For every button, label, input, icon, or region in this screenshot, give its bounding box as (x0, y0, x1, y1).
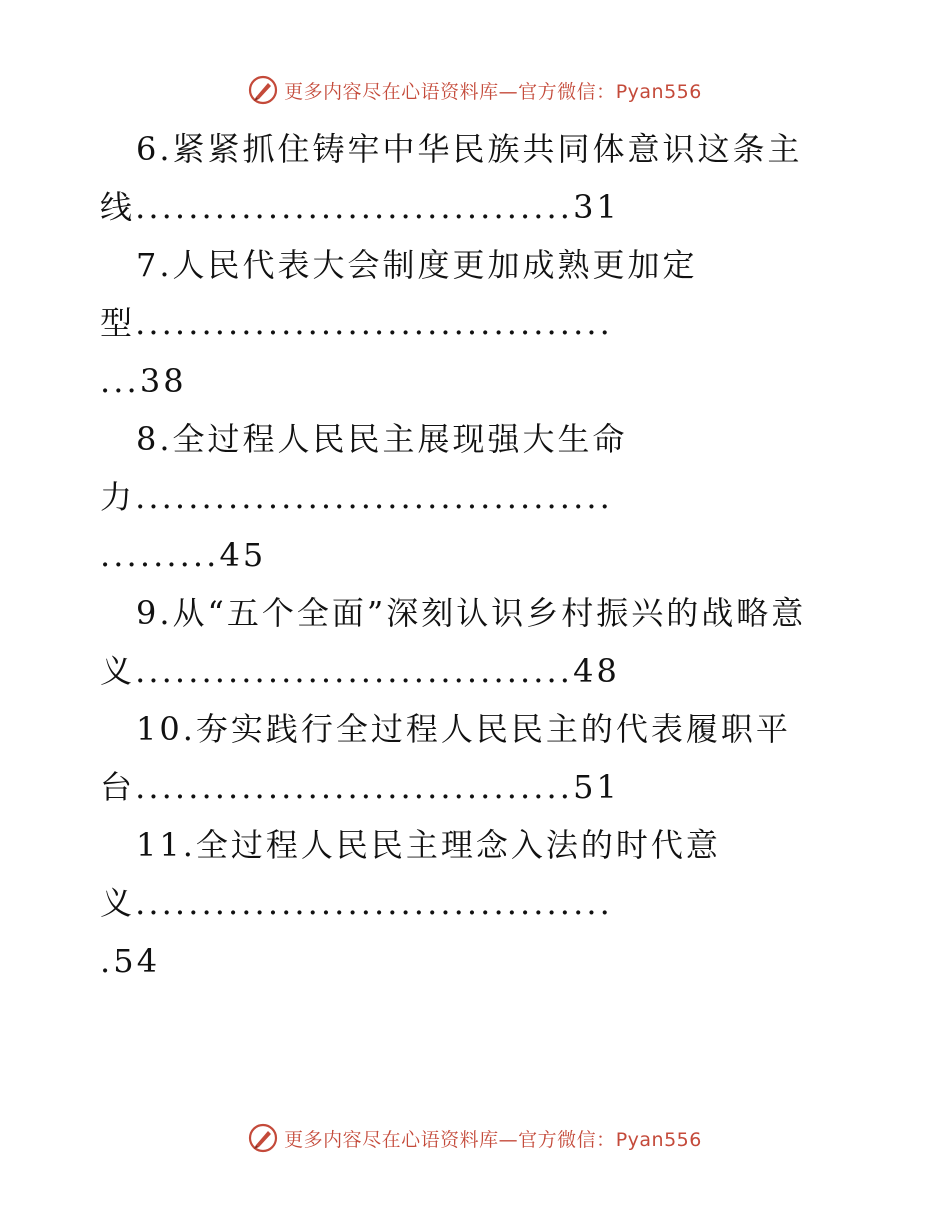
header-wechat-label: 官方微信： (518, 80, 616, 103)
footer-dash: — (498, 1128, 519, 1151)
header-dash: — (498, 80, 519, 103)
toc-entry-6-title: 6.紧紧抓住铸牢中华民族共同体意识这条主 (136, 130, 803, 168)
toc-entry-7-leader: 型.................................... (100, 304, 613, 342)
header-text (284, 77, 702, 104)
toc-entry-7-title: 7.人民代表大会制度更加成熟更加定 (136, 246, 698, 284)
table-of-contents (100, 120, 845, 990)
toc-entry-7-page: ...38 (100, 362, 187, 400)
toc-entry-8-title: 8.全过程人民民主展现强大生命 (136, 420, 628, 458)
toc-entry-10-leader: 台.................................51 (100, 768, 620, 806)
toc-entry-10-title: 10.夯实践行全过程人民民主的代表履职平 (136, 710, 791, 748)
toc-entry-8-leader: 力.................................... (100, 478, 613, 516)
toc-entry-11-title: 11.全过程人民民主理念入法的时代意 (136, 826, 721, 864)
footer-text (284, 1125, 702, 1152)
pen-logo-icon (248, 1123, 278, 1153)
toc-entry-6-leader: 线.................................31 (100, 188, 620, 226)
toc-entry-9-title: 9.从“五个全面”深刻认识乡村振兴的战略意 (136, 594, 807, 632)
pen-logo-icon (248, 75, 278, 105)
toc-entry-8-page: .........45 (100, 536, 267, 574)
header-wechat-id: Pyan556 (615, 80, 702, 103)
footer-site-text: 更多内容尽在心语资料库 (284, 1128, 499, 1151)
toc-entry-11-page: .54 (100, 942, 161, 980)
footer-wechat-label: 官方微信： (518, 1128, 616, 1151)
header-banner (0, 70, 950, 110)
footer-banner (0, 1118, 950, 1158)
toc-entry-11-leader: 义.................................... (100, 884, 613, 922)
footer-wechat-id: Pyan556 (615, 1128, 702, 1151)
toc-entry-9-leader: 义.................................48 (100, 652, 620, 690)
header-site-text: 更多内容尽在心语资料库 (284, 80, 499, 103)
